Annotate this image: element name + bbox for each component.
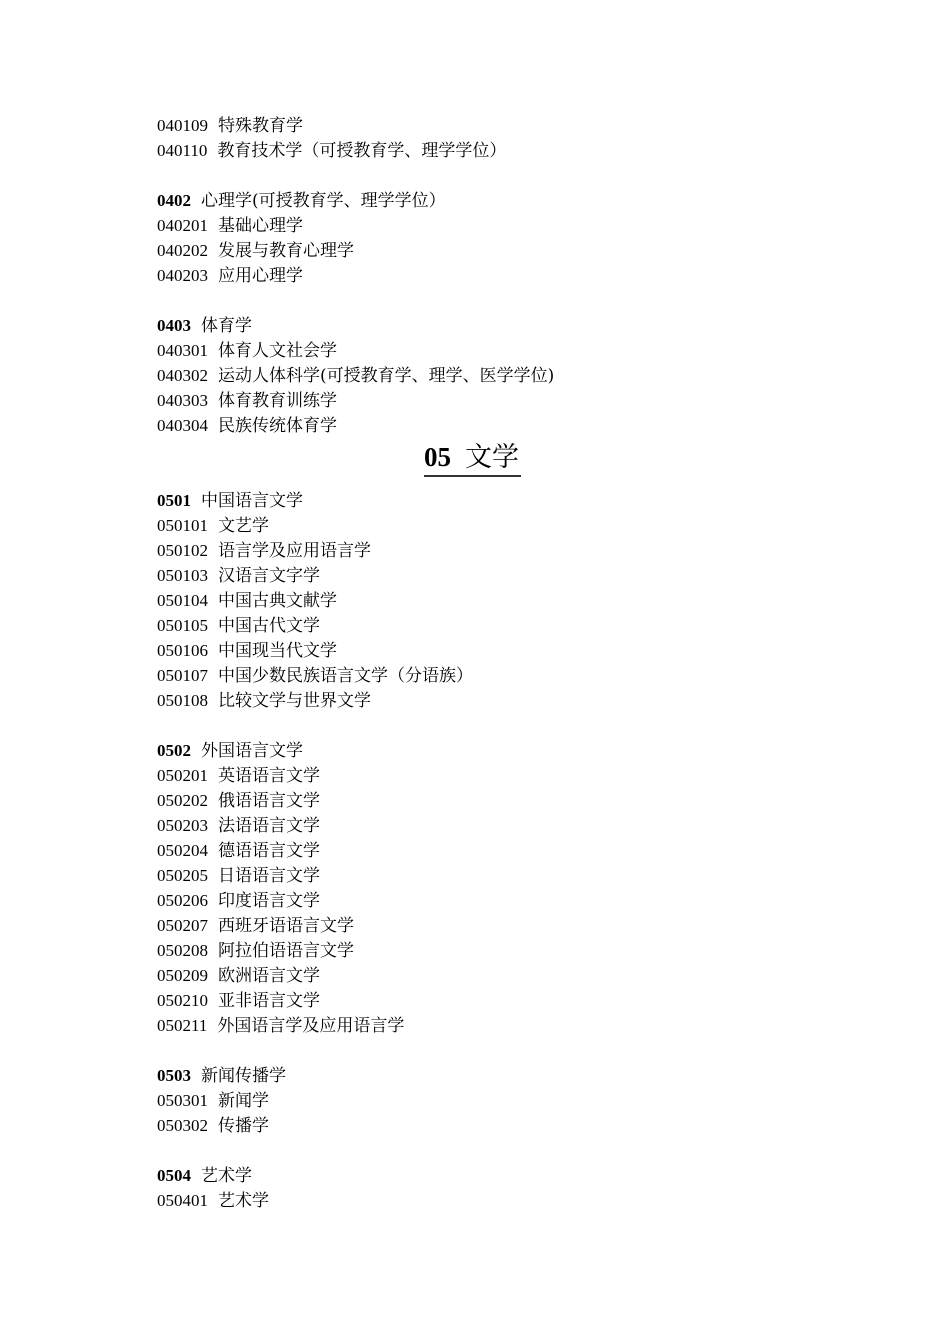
major-code: 050201 — [157, 766, 208, 785]
major-name: 基础心理学 — [218, 216, 303, 236]
major-item — [157, 413, 857, 438]
major-name: 文艺学 — [218, 516, 269, 536]
major-name: 中国现当代文学 — [218, 641, 337, 661]
major-code: 050108 — [157, 691, 208, 710]
major-name: 艺术学 — [218, 1191, 269, 1211]
subject-name: 外国语言文学 — [201, 741, 303, 761]
subject-header — [157, 1063, 857, 1088]
major-item — [157, 138, 857, 163]
major-code: 050301 — [157, 1091, 208, 1110]
major-name: 新闻学 — [218, 1091, 269, 1111]
major-name: 外国语言学及应用语言学 — [217, 1016, 405, 1036]
sections-after-heading — [157, 488, 857, 1213]
major-name: 传播学 — [218, 1116, 269, 1136]
major-name: 民族传统体育学 — [218, 416, 337, 436]
major-code: 050302 — [157, 1116, 208, 1135]
major-name: 法语语言文学 — [218, 816, 320, 836]
major-item — [157, 263, 857, 288]
major-code: 050101 — [157, 516, 208, 535]
major-code: 050206 — [157, 891, 208, 910]
section-spacer — [157, 288, 857, 313]
subject-section — [157, 113, 857, 163]
major-name: 教育技术学（可授教育学、理学学位） — [217, 141, 507, 161]
subject-name: 新闻传播学 — [201, 1066, 286, 1086]
major-item — [157, 1013, 857, 1038]
major-item — [157, 338, 857, 363]
major-item — [157, 788, 857, 813]
major-item — [157, 1088, 857, 1113]
major-name: 发展与教育心理学 — [218, 241, 354, 261]
major-name: 汉语言文字学 — [218, 566, 320, 586]
major-code: 050207 — [157, 916, 208, 935]
major-item — [157, 1188, 857, 1213]
major-code: 050211 — [157, 1016, 208, 1035]
major-code: 050401 — [157, 1191, 208, 1210]
major-code: 050204 — [157, 841, 208, 860]
subject-header — [157, 1163, 857, 1188]
discipline-heading-row — [157, 438, 857, 488]
major-item — [157, 113, 857, 138]
major-code: 050105 — [157, 616, 208, 635]
subject-header — [157, 738, 857, 763]
major-item — [157, 538, 857, 563]
subject-name: 艺术学 — [201, 1166, 252, 1186]
subject-code: 0502 — [157, 741, 191, 760]
major-name: 比较文学与世界文学 — [218, 691, 371, 711]
major-name: 俄语语言文学 — [218, 791, 320, 811]
subject-code: 0504 — [157, 1166, 191, 1185]
major-code: 050106 — [157, 641, 208, 660]
major-item — [157, 1113, 857, 1138]
section-spacer — [157, 163, 857, 188]
major-code: 040109 — [157, 116, 208, 135]
major-name: 英语语言文学 — [218, 766, 320, 786]
subject-section — [157, 1163, 857, 1213]
major-item — [157, 688, 857, 713]
subject-section — [157, 488, 857, 713]
major-name: 应用心理学 — [218, 266, 303, 286]
major-code: 040302 — [157, 366, 208, 385]
subject-header — [157, 313, 857, 338]
subject-code: 0402 — [157, 191, 191, 210]
major-item — [157, 913, 857, 938]
major-code: 040110 — [157, 141, 208, 160]
major-name: 中国少数民族语言文学（分语族） — [218, 666, 473, 686]
major-item — [157, 838, 857, 863]
major-item — [157, 813, 857, 838]
discipline-heading — [424, 439, 521, 477]
major-name: 阿拉伯语语言文学 — [218, 941, 354, 961]
subject-header — [157, 188, 857, 213]
major-name: 日语语言文学 — [218, 866, 320, 886]
major-item — [157, 613, 857, 638]
major-item — [157, 763, 857, 788]
subject-section — [157, 188, 857, 288]
major-name: 体育人文社会学 — [218, 341, 337, 361]
major-code: 040303 — [157, 391, 208, 410]
major-code: 050102 — [157, 541, 208, 560]
major-code: 050208 — [157, 941, 208, 960]
major-item — [157, 513, 857, 538]
discipline-name: 文学 — [465, 442, 519, 473]
major-name: 运动人体科学(可授教育学、理学、医学学位) — [218, 366, 555, 386]
major-name: 体育教育训练学 — [218, 391, 337, 411]
subject-code: 0501 — [157, 491, 191, 510]
major-item — [157, 663, 857, 688]
major-item — [157, 588, 857, 613]
major-code: 040202 — [157, 241, 208, 260]
major-name: 欧洲语言文学 — [218, 966, 320, 986]
major-code: 050104 — [157, 591, 208, 610]
major-code: 050202 — [157, 791, 208, 810]
document-page — [157, 113, 857, 1213]
section-spacer — [157, 1038, 857, 1063]
subject-section — [157, 738, 857, 1038]
major-code: 050107 — [157, 666, 208, 685]
major-item — [157, 638, 857, 663]
major-name: 德语语言文学 — [218, 841, 320, 861]
subject-name: 体育学 — [201, 316, 252, 336]
subject-code: 0503 — [157, 1066, 191, 1085]
major-item — [157, 863, 857, 888]
major-name: 语言学及应用语言学 — [218, 541, 371, 561]
major-code: 040201 — [157, 216, 208, 235]
major-item — [157, 963, 857, 988]
subject-header — [157, 488, 857, 513]
major-code: 050209 — [157, 966, 208, 985]
sections-before-heading — [157, 113, 857, 438]
major-item — [157, 563, 857, 588]
subject-section — [157, 1063, 857, 1138]
subject-code: 0403 — [157, 316, 191, 335]
major-code: 050103 — [157, 566, 208, 585]
major-item — [157, 988, 857, 1013]
major-code: 040203 — [157, 266, 208, 285]
major-name: 中国古代文学 — [218, 616, 320, 636]
major-name: 亚非语言文学 — [218, 991, 320, 1011]
major-code: 050210 — [157, 991, 208, 1010]
major-item — [157, 238, 857, 263]
subject-name: 心理学(可授教育学、理学学位） — [201, 191, 446, 211]
major-item — [157, 213, 857, 238]
major-name: 印度语言文学 — [218, 891, 320, 911]
major-item — [157, 388, 857, 413]
major-item — [157, 888, 857, 913]
subject-section — [157, 313, 857, 438]
major-code: 040301 — [157, 341, 208, 360]
major-name: 西班牙语语言文学 — [218, 916, 354, 936]
major-name: 特殊教育学 — [218, 116, 303, 136]
major-code: 050203 — [157, 816, 208, 835]
subject-name: 中国语言文学 — [201, 491, 303, 511]
discipline-code: 05 — [424, 442, 451, 472]
section-spacer — [157, 713, 857, 738]
section-spacer — [157, 1138, 857, 1163]
major-code: 050205 — [157, 866, 208, 885]
major-code: 040304 — [157, 416, 208, 435]
major-item — [157, 363, 857, 388]
major-name: 中国古典文献学 — [218, 591, 337, 611]
major-item — [157, 938, 857, 963]
